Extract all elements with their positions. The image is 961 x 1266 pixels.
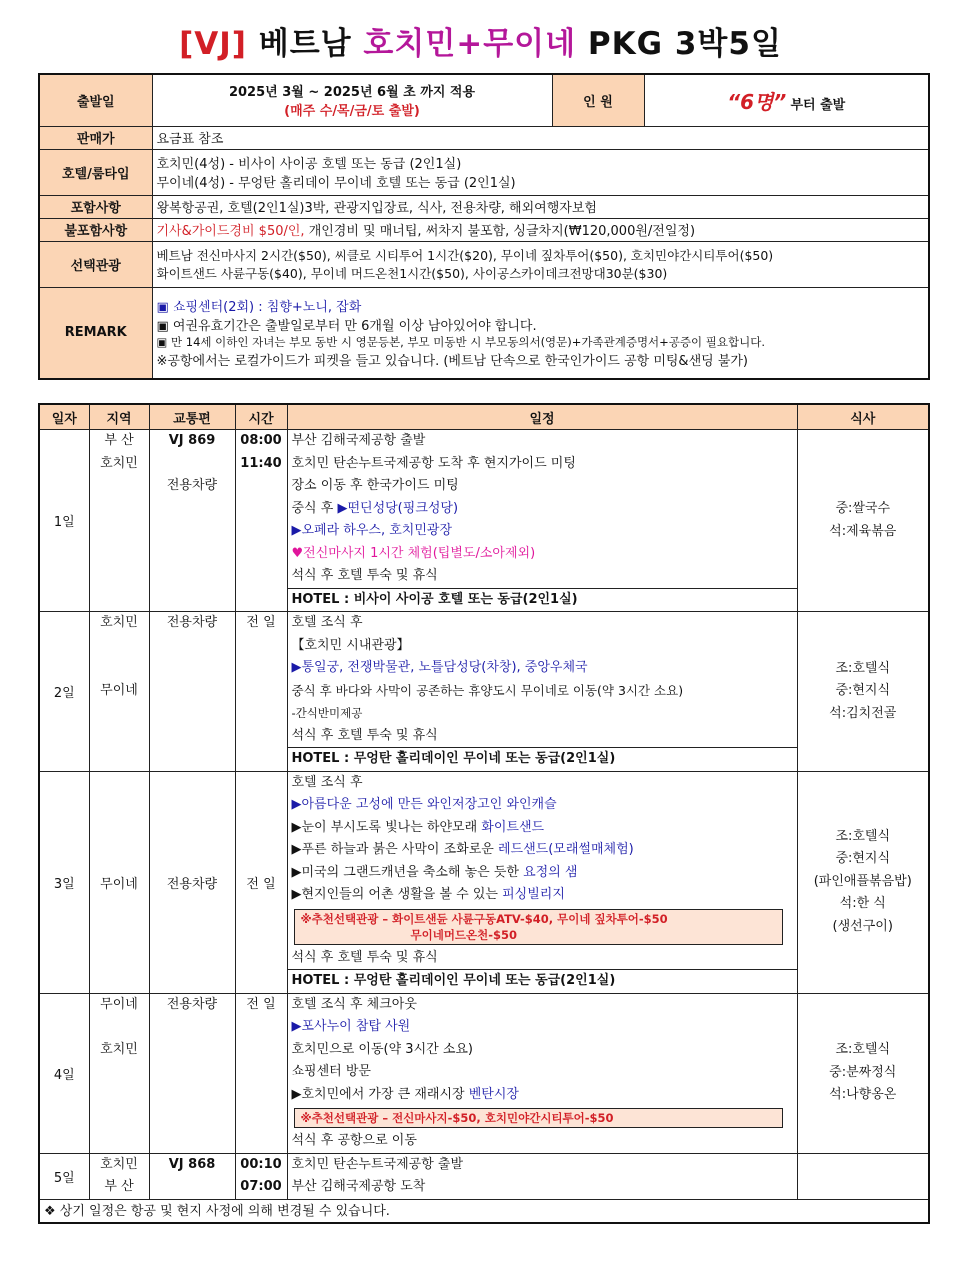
excluded-rest: 개인경비 및 매너팁, 써차지 불포함, 싱글차지(₩120,000원/전일정) [304,224,696,239]
options-cell [152,241,929,287]
day1-region [89,430,149,612]
day1-item: ▶오페라 하우스, 호치민광장 [291,523,453,538]
day4-item: 석식 후 공항으로 이동 [291,1133,417,1148]
day3-item [292,884,793,907]
price-value: 요금표 참조 [152,126,929,149]
hotel-label: 호텔/룸타입 [39,149,152,195]
day1-item: 호치민 탄손누트국제공항 도착 후 현지가이드 미팅 [291,455,576,471]
day4-time [235,993,287,1153]
day5-transport [149,1153,235,1199]
remark-passport: ▣ 여권유효기간은 출발일로부터 만 6개월 이상 남아있어야 합니다. [156,319,537,335]
header-region: 지역 [89,404,149,430]
day3-item-highlight: 화이트샌드 [481,819,545,835]
day3-time: 전 일 [235,771,287,993]
day3-transport: 전용차량 [149,771,235,993]
included-label: 포함사항 [39,195,152,218]
day4-optional-line-1: ※추천선택관광 – 전신마사지-$50, 호치민야간시티투어-$50 [300,1111,614,1125]
day5-region-2: 부 산 [104,1179,134,1194]
people-value: “6명” [727,89,787,114]
day2-time-1: 전 일 [246,615,276,630]
day3-item-text: ▶눈이 부시도록 빛나는 하얀모래 [291,819,482,835]
price-label: 판매가 [39,126,152,149]
day4-region [89,993,149,1153]
day3-optional-line-2: 무이네머드온천-$50 [410,927,518,942]
options-line-1: 베트남 전신마사지 2시간($50), 씨클로 시티투어 1시간($20), 무이네 짚차투어($50), 호치민야간시티투어($50) [156,248,774,263]
day1-item-highlight: ▶떤딘성당(핑크성당) [337,500,459,516]
day1-row [39,430,929,612]
day2-item: -간식반미제공 [291,706,363,720]
day4-item: 호텔 조식 후 체크아웃 [291,996,417,1012]
day3-item-highlight: 레드샌드(모래썰매체험) [497,842,634,857]
day2-item: 호텔 조식 후 [291,615,363,630]
remark-airport: ※공항에서는 로컬가이드가 피켓을 들고 있습니다. (베트남 단속으로 한국인가이드 공항 미팅&샌딩 불가) [156,354,749,370]
title-country: 베트남 [258,26,352,62]
day1-time-1: 08:00 [240,433,282,448]
day1-flight: VJ 869 [168,433,216,448]
day1-schedule [287,430,797,612]
hotel-line-1: 호치민(4성) - 비사이 사이공 호텔 또는 동급 (2인1실) [156,157,462,172]
day1-time [235,430,287,612]
day2-label: 2일 [39,612,89,772]
day1-item: 부산 김해국제공항 출발 [291,433,426,448]
day3-hotel: HOTEL : 무엉탄 홀리데이인 무이네 또는 동급(2인1실) [288,969,797,993]
day3-item: 호텔 조식 후 [291,774,363,790]
day3-item-text: ▶아름다운 고성에 만든 와인저장고인 [291,797,507,812]
day3-meals [797,771,929,993]
options-label: 선택관광 [39,241,152,287]
page-title [0,18,961,63]
excluded-cell [152,218,929,241]
day3-item-text: ▶현지인들의 어촌 생활을 볼 수 있는 [291,887,503,902]
day3-meal: 조:호텔식 [835,828,891,844]
day1-meals [797,430,929,612]
day3-item-text: ▶푸른 하늘과 붉은 사막이 조화로운 [291,842,498,857]
day3-item [292,817,793,840]
people-cell [644,74,929,126]
day3-meal: (파인애플볶음밥) [813,873,912,889]
day4-meals [797,993,929,1153]
day4-meal: 중:분짜정식 [829,1064,897,1080]
day5-meals [797,1153,929,1199]
day5-schedule [287,1153,797,1199]
day1-hotel: HOTEL : 비사이 사이공 호텔 또는 동급(2인1실) [288,588,797,612]
day2-region [89,612,149,772]
day1-meal: 석:제육볶음 [829,523,897,539]
spacer [94,657,145,680]
day5-item: 부산 김해국제공항 도착 [291,1179,426,1194]
spacer [154,453,231,476]
day4-label: 4일 [39,993,89,1153]
excluded-label: 불포함사항 [39,218,152,241]
day5-region [89,1153,149,1199]
day2-item: 【호치민 시내관광】 [291,637,410,653]
excluded-guide-fee: 기사&가이드경비 $50/인, [156,224,305,239]
included-value: 왕복항공권, 호텔(2인1실)3박, 관광지입장료, 식사, 전용차량, 해외여행자보험 [152,195,929,218]
hotel-line-2: 무이네(4성) - 무엉탄 홀리데이 무이네 호텔 또는 동급 (2인1실) [156,176,516,191]
day3-item [292,839,793,862]
header-schedule: 일정 [287,404,797,430]
people-suffix: 부터 출발 [790,97,846,113]
day2-transport [149,612,235,772]
day3-meal: 중:현지식 [835,851,891,867]
day3-meal: 석:한 식 [839,896,886,912]
day4-region-1: 무이네 [100,996,138,1012]
day5-row [39,1153,929,1199]
day3-item-highlight: 피싱빌리지 [502,887,565,902]
day3-item: 석식 후 호텔 투숙 및 휴식 [291,949,438,965]
day4-region-2: 호치민 [100,1041,138,1057]
day4-meal: 석:나향옹온 [829,1087,897,1103]
options-line-2: 화이트샌드 사륜구동($40), 무이네 머드온천1시간($50), 사이공스카이데크전망대30분($30) [156,266,668,281]
day2-vehicle: 전용차량 [166,615,218,630]
day4-item: 호치민으로 이동(약 3시간 소요) [291,1041,474,1057]
day1-item: 장소 이동 후 한국가이드 미팅 [291,478,459,493]
day2-meals [797,612,929,772]
depart-cell [152,74,552,126]
day1-time-2: 11:40 [240,455,282,471]
itinerary-table [38,403,930,1224]
day4-time-1: 전 일 [246,996,276,1012]
day1-region-1: 부 산 [104,433,134,448]
remark-shopping: ▣ 쇼핑센터(2회) : 침향+노니, 잡화 [156,300,362,316]
day4-schedule [287,993,797,1153]
day4-item: ▶포사누이 참탑 사원 [291,1019,411,1034]
day2-region-2: 무이네 [100,682,138,698]
day2-item: 석식 후 호텔 투숙 및 휴식 [291,727,438,743]
day3-item-highlight: 와인캐슬 [506,797,557,812]
day4-item-text: ▶호치민에서 가장 큰 재래시장 [291,1086,469,1102]
title-airline: [VJ] [179,26,247,62]
day2-meal: 석:김치전골 [829,705,897,721]
day5-label: 5일 [39,1153,89,1199]
day5-time [235,1153,287,1199]
day2-region-1: 호치민 [100,615,138,630]
day3-optional-line-1: ※추천선택관광 – 화이트샌듄 사륜구동ATV-$40, 무이네 짚차투어-$50 [300,911,668,926]
remark-minor: ▣ 만 14세 이하인 자녀는 부모 동반 시 영문등본, 부모 미동반 시 부모동의서(영문)+가족관계증명서+공증이 필요합니다. [156,335,765,350]
day1-item: 석식 후 호텔 투숙 및 휴식 [291,568,438,583]
day2-row [39,612,929,772]
day4-row [39,993,929,1153]
depart-label: 출발일 [39,74,152,126]
day4-item-highlight: 벤탄시장 [468,1086,519,1102]
header-transport: 교통편 [149,404,235,430]
day3-label: 3일 [39,771,89,993]
day2-hotel: HOTEL : 무엉탄 홀리데이인 무이네 또는 동급(2인1실) [288,747,797,771]
day4-optional-box [294,1108,783,1128]
day3-region: 무이네 [89,771,149,993]
header-time: 시간 [235,404,287,430]
title-route: 호치민+무이네 [363,26,577,62]
day5-flight: VJ 868 [168,1156,216,1172]
day3-optional-box [294,909,783,945]
day1-region-2: 호치민 [100,455,138,471]
day1-item: ♥전신마사지 1시간 체험(팁별도/소아제외) [291,545,536,561]
day2-schedule [287,612,797,772]
day1-transport [149,430,235,612]
remark-label: REMARK [39,287,152,379]
footnote: ❖ 상기 일정은 항공 및 현지 사정에 의해 변경될 수 있습니다. [39,1199,929,1223]
day3-item-highlight: 요정의 샘 [523,864,578,880]
day3-item [292,794,793,817]
day1-item-text: 중식 후 [291,500,338,516]
day1-label: 1일 [39,430,89,612]
day5-region-1: 호치민 [100,1156,138,1172]
day2-meal: 조:호텔식 [835,660,891,676]
day4-item: 쇼핑센터 방문 [291,1064,371,1079]
day2-item: ▶통일궁, 전쟁박물관, 노틀담성당(차창), 중앙우체국 [291,660,588,675]
depart-range: 2025년 3월 ~ 2025년 6월 초 까지 적용 [228,85,476,101]
depart-days: (매주 수/목/금/토 출발) [284,104,420,120]
day4-meal: 조:호텔식 [835,1042,891,1058]
day5-item: 호치민 탄손누트국제공항 출발 [291,1156,464,1172]
day1-item [292,498,793,521]
day4-transport [149,993,235,1153]
hotel-cell [152,149,929,195]
header-meal: 식사 [797,404,929,430]
day3-row [39,771,929,993]
day3-meal: (생선구이) [832,918,893,934]
day3-schedule [287,771,797,993]
day5-time-2: 07:00 [240,1179,282,1194]
title-package: PKG 3박5일 [587,26,782,62]
info-table [38,73,930,380]
people-label: 인 원 [552,74,644,126]
remark-cell [152,287,929,379]
spacer [94,1016,145,1039]
day1-meal: 중:쌀국수 [835,501,891,516]
day1-vehicle: 전용차량 [166,478,218,493]
day3-item [292,862,793,885]
header-day: 일자 [39,404,89,430]
day4-vehicle: 전용차량 [166,996,218,1012]
day2-meal: 중:현지식 [835,683,891,698]
spacer [94,635,145,658]
day5-time-1: 00:10 [240,1156,282,1172]
day4-item [292,1084,793,1107]
day3-item-text: ▶미국의 그랜드캐년을 축소해 놓은 듯한 [291,864,524,880]
day2-item: 중식 후 바다와 사막이 공존하는 휴양도시 무이네로 이동(약 3시간 소요) [291,682,684,698]
day2-time [235,612,287,772]
